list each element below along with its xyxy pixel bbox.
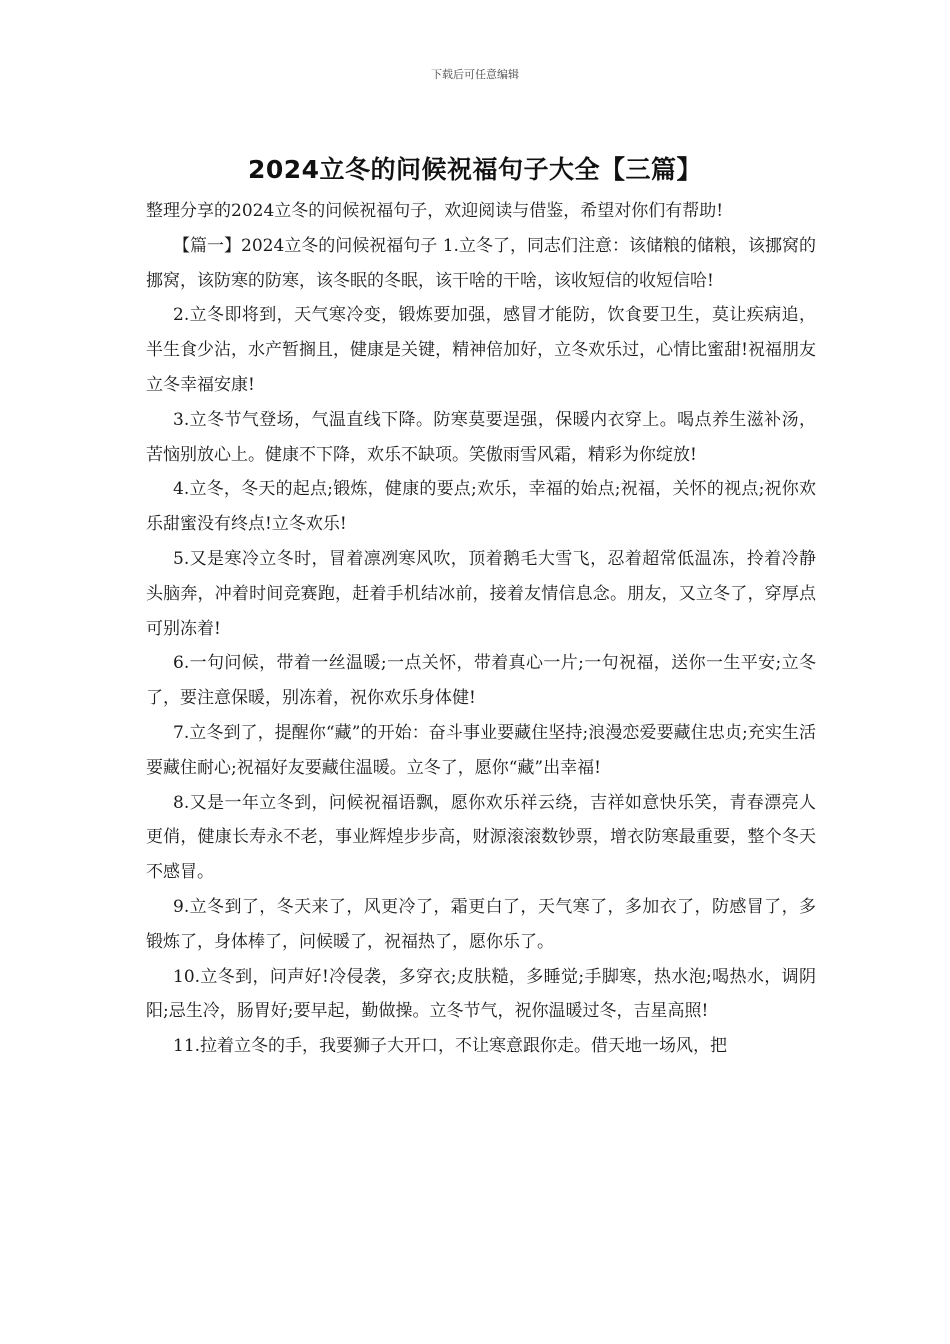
paragraph-3: 3.立冬节气登场，气温直线下降。防寒莫要逞强，保暖内衣穿上。喝点养生滋补汤，苦恼别放心上。健康不下降，欢乐不缺项。笑傲雨雪风霜，精彩为你绽放! (146, 409, 816, 465)
document-body (146, 194, 816, 1064)
paragraph-4: 4.立冬，冬天的起点;锻炼，健康的要点;欢乐，幸福的始点;祝福，关怀的视点;祝你欢乐甜蜜没有终点!立冬欢乐! (146, 479, 816, 535)
paragraph-1: 【篇一】2024立冬的问候祝福句子 1.立冬了，同志们注意：该储粮的储粮，该挪窝的挪窝，该防寒的防寒，该冬眠的冬眠，该干啥的干啥，该收短信的收短信哈! (146, 235, 816, 291)
paragraph-7: 7.立冬到了，提醒你“藏”的开始：奋斗事业要藏住坚持;浪漫恋爱要藏住忠贞;充实生活要藏住耐心;祝福好友要藏住温暖。立冬了，愿你“藏”出幸福! (146, 722, 816, 778)
paragraph-5: 5.又是寒冷立冬时，冒着凛冽寒风吹，顶着鹅毛大雪飞，忍着超常低温冻，拎着冷静头脑奔，冲着时间竞赛跑，赶着手机结冰前，接着友情信息念。朋友，又立冬了，穿厚点可别冻着! (146, 548, 816, 639)
paragraph-2: 2.立冬即将到，天气寒冷变，锻炼要加强，感冒才能防，饮食要卫生，莫让疾病追，半生食少沾，水产暂搁且，健康是关键，精神倍加好，立冬欢乐过，心情比蜜甜!祝福朋友立冬幸福安康! (146, 305, 816, 395)
paragraph-11: 11.拉着立冬的手，我要狮子大开口，不让寒意跟你走。借天地一场风，把 (173, 1036, 728, 1057)
paragraph-9: 9.立冬到了，冬天来了，风更冷了，霜更白了，天气寒了，多加衣了，防感冒了，多锻炼了，身体棒了，问候暖了，祝福热了，愿你乐了。 (146, 896, 816, 952)
paragraph-6: 6.一句问候，带着一丝温暖;一点关怀，带着真心一片;一句祝福，送你一生平安;立冬了，要注意保暖，别冻着，祝你欢乐身体健! (146, 653, 816, 709)
page-header-note: 下载后可任意编辑 (431, 68, 519, 81)
paragraph-10: 10.立冬到，问声好!冷侵袭，多穿衣;皮肤糙，多睡觉;手脚寒，热水泡;喝热水，调阴阳;忌生冷，肠胃好;要早起，勤做操。立冬节气，祝你温暖过冬，吉星高照! (146, 966, 816, 1022)
document-title: 2024立冬的问候祝福句子大全【三篇】 (247, 155, 703, 184)
intro-paragraph: 整理分享的2024立冬的问候祝福句子，欢迎阅读与借鉴，希望对你们有帮助! (146, 201, 724, 221)
paragraph-8: 8.又是一年立冬到，问候祝福语飘，愿你欢乐祥云绕，吉祥如意快乐笑，青春漂亮人更俏，健康长寿永不老，事业辉煌步步高，财源滚滚数钞票，增衣防寒最重要，整个冬天不感冒。 (146, 792, 816, 883)
